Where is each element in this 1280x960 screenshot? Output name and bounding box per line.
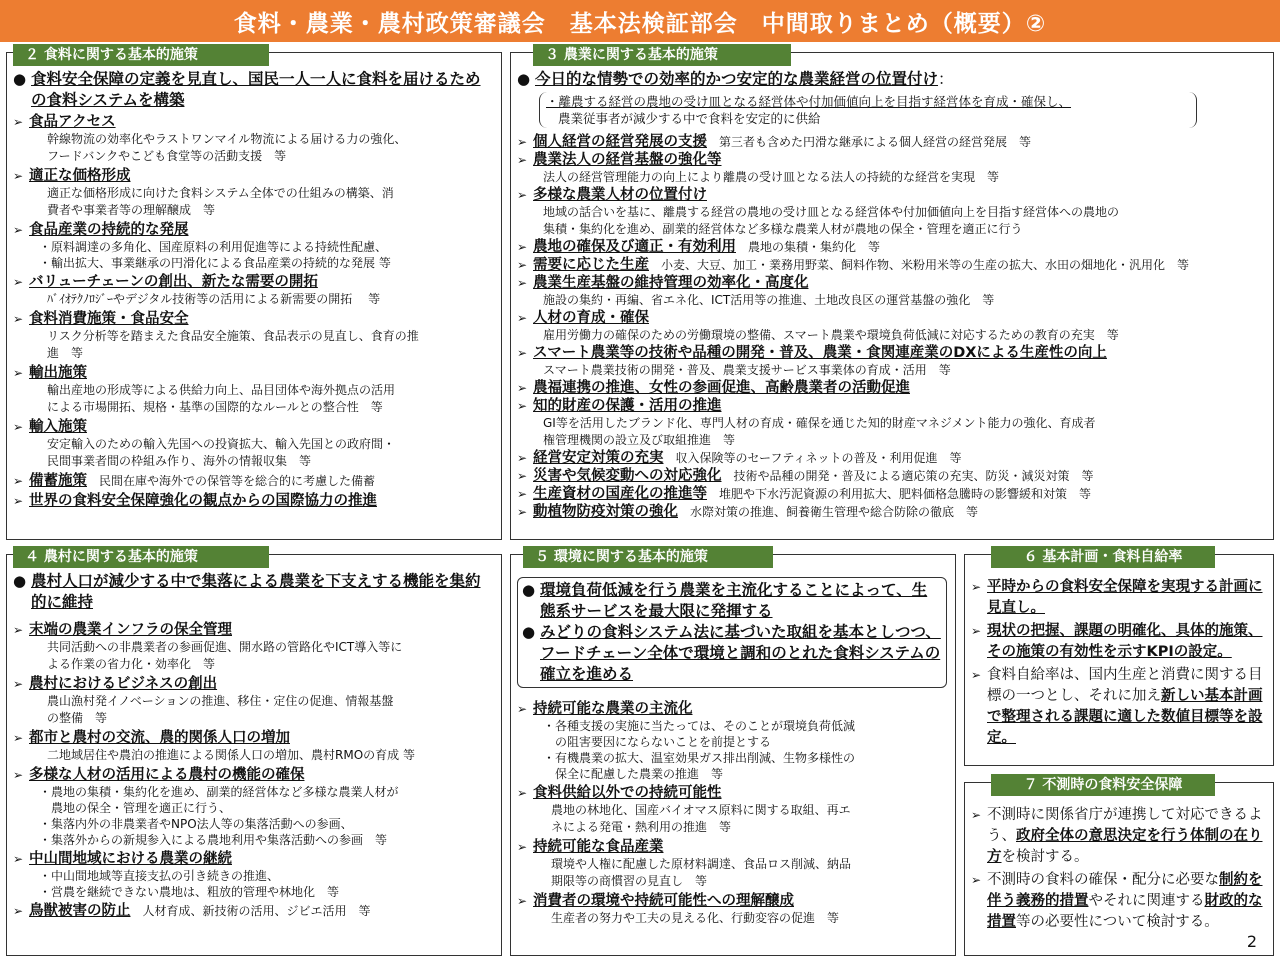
policy-item — [13, 310, 495, 328]
bullet-icon: ● — [13, 572, 27, 590]
basic-plan-text-em: 現状の把握、課題の明確化、具体的施策、その施策の有効性を示すKPIの設定。 — [987, 623, 1263, 660]
policy-item — [517, 838, 949, 856]
policy-title: 生産資材の国産化の推進等 — [533, 486, 707, 502]
intro-text: 環境負荷低減を行う農業を主流化することによって、生態系サービスを最大限に発揮する — [540, 581, 928, 620]
section-7-content — [971, 803, 1267, 933]
page-number: 2 — [1246, 932, 1257, 951]
policy-title: 農村におけるビジネスの創出 — [29, 676, 218, 692]
policy-title: 人材の育成・確保 — [533, 310, 649, 326]
policy-item — [13, 167, 495, 185]
policy-inline-desc: 堆肥や下水汚泥資源の利用拡大、肥料価格急騰時の影響緩和対策 等 — [719, 487, 1092, 501]
arrow-bullet-icon: ➢ — [13, 623, 24, 637]
policy-desc-line: 適正な価格形成に向けた食料システム全体での仕組みの構築、消 — [47, 186, 394, 200]
policy-item — [517, 450, 1267, 467]
arrow-bullet-icon: ➢ — [13, 494, 24, 508]
policy-desc-line: リスク分析等を踏まえた食品安全施策、食品表示の見直し、食育の推 — [47, 329, 419, 343]
policy-desc-line: 幹線物流の効率化やラストワンマイル物流による届ける力の強化、 — [47, 132, 407, 146]
policy-sub-line: ・集落外からの新規参入による農地利用や集落活動への参画 等 — [39, 833, 388, 847]
policy-desc-line: よる作業の省力化・効率化 等 — [47, 657, 216, 671]
policy-item — [517, 152, 1267, 169]
emergency-item — [971, 870, 1267, 933]
policy-inline-desc: 水際対策の推進、飼養衛生管理や総合防除の徹底 等 — [690, 505, 979, 519]
arrow-bullet-icon: ➢ — [517, 346, 528, 360]
policy-desc-line: GI等を活用したブランド化、専門人材の育成・確保を通じた知的財産マネジメント能力の強化、育成者 — [543, 416, 1096, 430]
bracket-line: ・離農する経営の農地の受け皿となる経営体や付加価値向上を目指す経営体を育成・確保し、 — [546, 94, 1072, 109]
policy-title: 農福連携の推進、女性の参画促進、高齢農業者の活動促進 — [533, 380, 910, 396]
arrow-bullet-icon: ➢ — [517, 505, 528, 519]
policy-item — [517, 380, 1267, 397]
policy-sub-line: ・有機農業の拡大、温室効果ガス排出削減、生物多様性の — [543, 751, 856, 765]
text-plain: 不測時に関係省庁が連携して対応できるよう、 — [987, 807, 1263, 844]
intro-text: みどりの食料システム法に基づいた取組を基本としつつ、フードチェーン全体で環境と調和のとれた食料システムの確立を進める — [540, 623, 941, 683]
arrow-bullet-icon: ➢ — [13, 366, 24, 380]
policy-item — [517, 468, 1267, 485]
arrow-bullet-icon: ➢ — [13, 275, 24, 289]
basic-plan-text — [987, 621, 1267, 663]
policy-title: 食料供給以外での持続可能性 — [533, 785, 722, 801]
policy-desc-line: 安定輸入のための輸入先国への投資拡大、輸入先国との政府間・ — [47, 437, 396, 451]
arrow-bullet-icon: ➢ — [517, 469, 528, 483]
policy-item — [13, 902, 495, 920]
policy-desc-line: 農地の林地化、国産バイオマス原料に関する取組、再エ — [551, 803, 851, 817]
policy-sub-line: 農地の保全・管理を適正に行う、 — [39, 801, 232, 815]
policy-inline-desc: 農地の集積・集約化 等 — [748, 240, 881, 254]
basic-plan-text-em: 新しい基本計画で整理される課題に適した数値目標等を設定。 — [987, 688, 1263, 746]
policy-title: 適正な価格形成 — [29, 168, 131, 184]
basic-plan-text — [987, 665, 1267, 749]
policy-item — [517, 239, 1267, 256]
policy-title: 農地の確保及び適正・有効利用 — [533, 239, 736, 255]
section-2-content — [13, 69, 495, 510]
basic-plan-item — [971, 665, 1267, 749]
text-plain: 不測時の食料の確保・配分に必要な — [987, 872, 1219, 888]
policy-title: 輸入施策 — [29, 419, 87, 435]
policy-sub-line: ・集落内外の非農業者やNPO法人等の集落活動への参画、 — [39, 817, 353, 831]
section-6-content — [971, 575, 1267, 749]
arrow-bullet-icon: ➢ — [13, 115, 24, 129]
arrow-bullet-icon: ➢ — [517, 399, 528, 413]
basic-plan-text-plain: 食料自給率は、国内生産と消費に関する目標の一つとし、それに加え — [987, 667, 1263, 704]
policy-item — [13, 850, 495, 868]
intro-text: 今日的な情勢での効率的かつ安定的な農業経営の位置付け — [535, 70, 939, 88]
intro-text-wrap — [535, 69, 1267, 90]
arrow-bullet-icon: ➢ — [517, 188, 528, 202]
section-emergency-food-security — [964, 777, 1274, 956]
policy-item — [517, 892, 949, 910]
section-6-tab: ６ 基本計画・食料自給率 — [991, 546, 1215, 568]
policy-title: 都市と農村の交流、農的関係人口の増加 — [29, 730, 290, 746]
policy-inline-desc: 技術や品種の開発・普及による適応策の充実、防災・減災対策 等 — [733, 469, 1094, 483]
policy-desc-line: 環境や人権に配慮した原材料調達、食品ロス削減、納品 — [551, 857, 852, 871]
policy-title: スマート農業等の技術や品種の開発・普及、農業・食関連産業のDXによる生産性の向上 — [533, 345, 1107, 361]
page-title: 食料・農業・農村政策審議会 基本法検証部会 中間取りまとめ（概要）② — [233, 10, 1047, 37]
policy-item — [13, 621, 495, 639]
policy-desc-line: フードバンクやこども食堂等の活動支援 等 — [47, 149, 287, 163]
policy-desc-line: ネによる発電・熱利用の推進 等 — [551, 820, 732, 834]
policy-desc-line: ﾊﾞｲｵﾃｸﾉﾛｼﾞｰやデジタル技術等の活用による新需要の開拓 等 — [47, 292, 381, 306]
policy-title: 農業生産基盤の維持管理の効率化・高度化 — [533, 275, 809, 291]
arrow-bullet-icon: ➢ — [517, 451, 528, 465]
intro-text: 農村人口が減少する中で集落による農業を下支えする機能を集約的に維持 — [31, 572, 481, 611]
arrow-bullet-icon: ➢ — [517, 153, 528, 167]
policy-inline-desc: 第三者も含めた円滑な継承による個人経営の経営発展 等 — [719, 135, 1032, 149]
policy-title: 食品アクセス — [29, 114, 116, 130]
emergency-text — [987, 870, 1267, 933]
section-5-content — [517, 571, 949, 927]
policy-desc-line: 期限等の商慣習の見直し 等 — [551, 874, 708, 888]
policy-item — [13, 273, 495, 291]
policy-item — [517, 486, 1267, 503]
arrow-bullet-icon: ➢ — [13, 312, 24, 326]
policy-title: 多様な農業人材の位置付け — [533, 187, 707, 203]
policy-title: バリューチェーンの創出、新たな需要の開拓 — [29, 274, 318, 290]
policy-title: 持続可能な食品産業 — [533, 839, 664, 855]
policy-desc-line: 民間事業者間の枠組み作り、海外の情報収集 等 — [47, 454, 312, 468]
arrow-bullet-icon: ➢ — [971, 873, 982, 887]
policy-desc-line: 共同活動への非農業者の参画促進、開水路の管路化やICT導入等に — [47, 640, 403, 654]
arrow-bullet-icon: ➢ — [517, 276, 528, 290]
section-environment-policies — [510, 549, 956, 956]
arrow-bullet-icon: ➢ — [13, 223, 24, 237]
bullet-icon: ● — [522, 623, 536, 641]
policy-item — [13, 729, 495, 747]
policy-item — [517, 345, 1267, 362]
section-7-tab: ７ 不測時の食料安全保障 — [991, 774, 1215, 796]
bullet-icon: ● — [522, 581, 536, 599]
text-plain: やそれに関連する — [1088, 893, 1205, 909]
policy-title: 備蓄施策 — [29, 473, 87, 489]
policy-item — [13, 766, 495, 784]
policy-desc-line: スマート農業技術の開発・普及、農業支援サービス事業体の育成・活用 等 — [543, 363, 951, 377]
policy-desc-line: の整備 等 — [47, 711, 108, 725]
policy-title: 食料消費施策・食品安全 — [29, 311, 189, 327]
bracket-line: 農業従事者が減少する中で食料を安定的に供給 — [558, 111, 821, 126]
policy-desc-line: 権管理機関の設立及び取組推進 等 — [543, 433, 736, 447]
arrow-bullet-icon: ➢ — [517, 786, 528, 800]
arrow-bullet-icon: ➢ — [517, 311, 528, 325]
policy-desc-line: 農山漁村発イノベーションの推進、移住・定住の促進、情報基盤 — [47, 694, 394, 708]
basic-plan-text-em: 平時からの食料安全保障を実現する計画に見直し。 — [987, 579, 1263, 616]
policy-title: 個人経営の経営発展の支援 — [533, 134, 707, 150]
section-3-content — [517, 69, 1267, 521]
section-5-tab: ５ 環境に関する基本的施策 — [523, 546, 773, 568]
emergency-item — [971, 805, 1267, 868]
policy-title: 世界の食料安全保障強化の観点からの国際協力の推進 — [29, 493, 377, 509]
policy-item — [517, 257, 1267, 274]
section-4-tab: ４ 農村に関する基本的施策 — [13, 546, 269, 568]
text-em: 制約を伴う義務的措置 — [987, 872, 1263, 909]
policy-desc-line: による市場開拓、規格・基準の国際的なルールとの整合性 等 — [47, 400, 383, 414]
text-em: 財政的な措置 — [987, 893, 1263, 930]
arrow-bullet-icon: ➢ — [517, 240, 528, 254]
basic-plan-text — [987, 577, 1267, 619]
arrow-bullet-icon: ➢ — [517, 487, 528, 501]
emergency-text — [987, 805, 1267, 868]
policy-title: 消費者の環境や持続可能性への理解醸成 — [533, 893, 794, 909]
policy-title: 知的財産の保護・活用の推進 — [533, 398, 722, 414]
policy-item — [13, 418, 495, 436]
policy-title: 末端の農業インフラの保全管理 — [29, 622, 232, 638]
intro-point — [522, 622, 942, 685]
arrow-bullet-icon: ➢ — [971, 624, 982, 638]
environment-highlight-box — [517, 577, 947, 688]
section-rural-policies — [6, 549, 502, 956]
intro-text: 食料安全保障の定義を見直し、国民一人一人に食料を届けるための食料システムを構築 — [31, 70, 481, 109]
policy-sub-line: の阻害要因にならないことを前提とする — [543, 735, 772, 749]
policy-item — [517, 784, 949, 802]
policy-title: 動植物防疫対策の強化 — [533, 504, 678, 520]
policy-sub-line: ・原料調達の多角化、国産原料の利用促進等による持続性配慮、 — [39, 240, 388, 254]
page-header — [0, 0, 1280, 42]
policy-sub-line: ・輸出拡大、事業継承の円滑化による食品産業の持続的な発展 等 — [39, 256, 391, 270]
policy-item — [13, 675, 495, 693]
policy-inline-desc: 民間在庫や海外での保管等を総合的に考慮した備蓄 — [99, 474, 376, 488]
policy-title: 多様な人材の活用による農村の機能の確保 — [29, 767, 305, 783]
arrow-bullet-icon: ➢ — [13, 474, 24, 488]
policy-sub-line: ・各種支援の実施に当たっては、そのことが環境負荷低減 — [543, 719, 856, 733]
text-plain: 等の必要性について検討する。 — [1016, 914, 1219, 930]
policy-item — [517, 310, 1267, 327]
arrow-bullet-icon: ➢ — [13, 768, 24, 782]
policy-sub-line: ・農地の集積・集約化を進め、副業的経営体など多様な農業人材が — [39, 785, 399, 799]
policy-item — [517, 275, 1267, 292]
intro-point — [13, 69, 495, 111]
policy-item — [13, 364, 495, 382]
arrow-bullet-icon: ➢ — [971, 668, 982, 682]
policy-item — [517, 504, 1267, 521]
policy-title: 持続可能な農業の主流化 — [533, 701, 693, 717]
arrow-bullet-icon: ➢ — [13, 169, 24, 183]
policy-inline-desc: 小麦、大豆、加工・業務用野菜、飼料作物、米粉用米等の生産の拡大、水田の畑地化・汎用化 等 — [661, 258, 1190, 272]
intro-point — [522, 580, 942, 622]
basic-plan-item — [971, 621, 1267, 663]
spacer — [517, 692, 949, 698]
section-2-tab: ２ 食料に関する基本的施策 — [13, 44, 269, 66]
text-em: 政府全体の意思決定を行う体制の在り方 — [987, 828, 1263, 865]
policy-desc-line: 二地域居住や農泊の推進による関係人口の増加、農村RMOの育成 等 — [47, 748, 415, 762]
section-food-policies — [6, 47, 502, 540]
policy-desc-line: 輸出産地の形成等による供給力向上、品目団体や海外拠点の活用 — [47, 383, 396, 397]
policy-desc-line: 地域の話合いを基に、離農する経営の農地の受け皿となる経営体や付加価値向上を目指す経営体への農地の — [543, 205, 1120, 219]
policy-item — [13, 221, 495, 239]
arrow-bullet-icon: ➢ — [13, 852, 24, 866]
arrow-bullet-icon: ➢ — [517, 135, 528, 149]
policy-item — [13, 113, 495, 131]
arrow-bullet-icon: ➢ — [971, 580, 982, 594]
policy-title: 鳥獣被害の防止 — [29, 903, 131, 919]
intro-point — [13, 571, 495, 613]
policy-item — [517, 398, 1267, 415]
arrow-bullet-icon: ➢ — [517, 381, 528, 395]
policy-desc-line: 施設の集約・再編、省エネ化、ICT活用等の推進、土地改良区の運営基盤の強化 等 — [543, 293, 995, 307]
policy-title: 農業法人の経営基盤の強化等 — [533, 152, 722, 168]
intro-colon: ： — [938, 70, 954, 88]
policy-desc-line: 進 等 — [47, 346, 84, 360]
policy-desc-line: 生産者の努力や工夫の見える化、行動変容の促進 等 — [551, 911, 840, 925]
arrow-bullet-icon: ➢ — [13, 731, 24, 745]
policy-desc-line: 法人の経営管理能力の向上により離農の受け皿となる法人の持続的な経営を実現 等 — [543, 170, 1000, 184]
policy-desc-line: 費者や事業者等の理解醸成 等 — [47, 203, 216, 217]
section-basic-plan — [964, 549, 1274, 766]
policy-inline-desc: 収入保険等のセーフティネットの普及・利用促進 等 — [675, 451, 962, 465]
policy-desc-line: 集積・集約化を進め、副業的経営体など多様な農業人材が農地の保全・管理を適正に行う — [543, 222, 1023, 236]
policy-item — [517, 700, 949, 718]
policy-item — [517, 134, 1267, 151]
intro-point — [517, 69, 1267, 90]
arrow-bullet-icon: ➢ — [13, 420, 24, 434]
arrow-bullet-icon: ➢ — [517, 258, 528, 272]
policy-title: 輸出施策 — [29, 365, 87, 381]
policy-sub-line: 保全に配慮した農業の推進 等 — [543, 767, 724, 781]
arrow-bullet-icon: ➢ — [971, 808, 982, 822]
section-3-tab: ３ 農業に関する基本的施策 — [533, 44, 791, 66]
policy-desc-line: 雇用労働力の確保のための労働環境の整備、スマート農業や環境負荷低減に対応するための教育の充実 等 — [543, 328, 1119, 342]
policy-sub-line: ・営農を継続できない農地は、粗放的管理や林地化 等 — [39, 885, 340, 899]
intro-bracket-note — [539, 92, 1197, 128]
text-plain: を検討する。 — [1001, 849, 1089, 865]
policy-title: 中山間地域における農業の継続 — [29, 851, 232, 867]
policy-title: 食品産業の持続的な発展 — [29, 222, 189, 238]
section-4-content — [13, 571, 495, 920]
policy-title: 経営安定対策の充実 — [533, 450, 664, 466]
policy-title: 需要に応じた生産 — [533, 257, 649, 273]
policy-item — [13, 492, 495, 510]
policy-sub-line: ・中山間地域等直接支払の引き続きの推進、 — [39, 869, 280, 883]
bullet-icon: ● — [517, 70, 531, 88]
arrow-bullet-icon: ➢ — [517, 840, 528, 854]
arrow-bullet-icon: ➢ — [517, 702, 528, 716]
arrow-bullet-icon: ➢ — [13, 677, 24, 691]
basic-plan-item — [971, 577, 1267, 619]
section-agriculture-policies — [510, 47, 1274, 540]
policy-inline-desc: 人材育成、新技術の活用、ジビエ活用 等 — [142, 904, 371, 918]
bullet-icon: ● — [13, 70, 27, 88]
policy-item — [13, 472, 495, 490]
arrow-bullet-icon: ➢ — [517, 894, 528, 908]
policy-title: 災害や気候変動への対応強化 — [533, 468, 722, 484]
spacer — [13, 613, 495, 619]
policy-item — [517, 187, 1267, 204]
arrow-bullet-icon: ➢ — [13, 904, 24, 918]
